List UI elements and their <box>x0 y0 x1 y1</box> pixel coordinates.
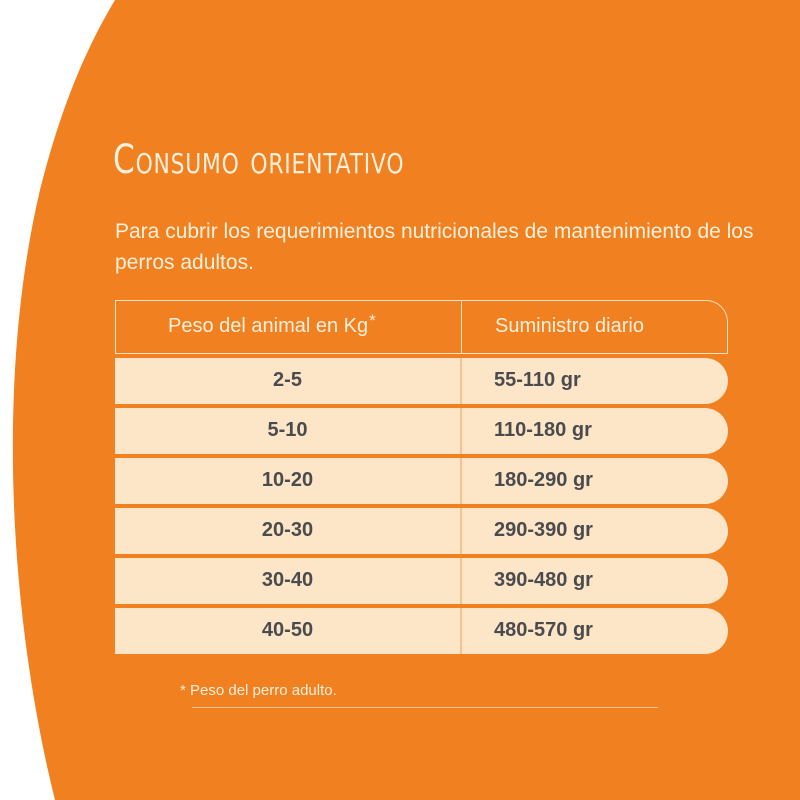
footnote: * Peso del perro adulto. <box>180 682 337 699</box>
row-divider <box>460 358 462 404</box>
cell-weight: 10-20 <box>261 469 314 491</box>
header-supply: Suministro diario <box>495 315 644 337</box>
cell-supply: 180-290 gr <box>494 469 593 491</box>
table-row <box>115 408 728 454</box>
page-title: Consumo orientativo <box>113 137 405 183</box>
consumption-table <box>115 300 728 654</box>
table-row <box>115 508 728 554</box>
cell-supply: 480-570 gr <box>494 619 593 641</box>
header-weight <box>168 311 376 338</box>
cell-weight: 40-50 <box>261 619 314 641</box>
header-divider <box>461 301 462 353</box>
cell-weight: 2-5 <box>273 369 302 391</box>
cell-supply: 290-390 gr <box>494 519 593 541</box>
row-divider <box>460 508 462 554</box>
header-weight-label: Peso del animal en Kg <box>168 315 369 337</box>
table-row <box>115 608 728 654</box>
cell-weight: 5-10 <box>267 419 308 441</box>
table-row <box>115 458 728 504</box>
row-divider <box>460 608 462 654</box>
footnote-underline <box>192 707 658 708</box>
subtitle: Para cubrir los requerimientos nutricionales de mantenimiento de los perros adultos. <box>115 220 754 274</box>
cell-supply: 390-480 gr <box>494 569 593 591</box>
row-divider <box>460 458 462 504</box>
table-row <box>115 358 728 404</box>
cell-weight: 20-30 <box>261 519 314 541</box>
table-header <box>115 300 728 354</box>
cell-supply: 55-110 gr <box>494 369 581 391</box>
row-divider <box>460 558 462 604</box>
header-weight-mark: * <box>369 311 376 330</box>
table-row <box>115 558 728 604</box>
cell-weight: 30-40 <box>261 569 314 591</box>
row-divider <box>460 408 462 454</box>
cell-supply: 110-180 gr <box>494 419 592 441</box>
